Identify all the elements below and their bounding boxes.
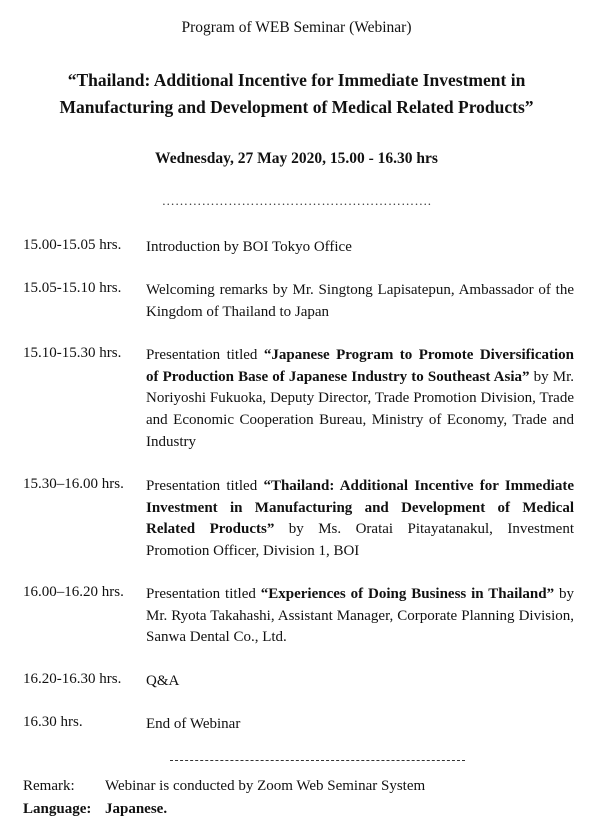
schedule-desc-5 — [146, 584, 574, 649]
schedule-time-4: 15.30–16.00 hrs. — [23, 476, 124, 492]
desc-text: Q&A — [146, 673, 180, 689]
language-label: Language: — [23, 801, 92, 817]
presentation-title: “Experiences of Doing Business in Thailand” — [260, 586, 555, 602]
desc-text: Presentation titled — [146, 586, 261, 602]
schedule-desc-2 — [146, 280, 574, 323]
desc-text: Presentation titled — [146, 478, 264, 494]
schedule-desc-3 — [146, 345, 574, 454]
desc-text: Welcoming remarks by Mr. Singtong Lapisatepun, Ambassador of the Kingdom of Thailand to Japan — [146, 282, 574, 320]
program-heading: Program of WEB Seminar (Webinar) — [181, 19, 412, 36]
desc-text: by Mr. Noriyoshi Fukuoka, Deputy Director, Trade Promotion Division, Trade and Economic Cooperation Bureau, Ministry of Economy, Trade and Industry — [146, 368, 574, 450]
language-text: Japanese. — [105, 801, 168, 817]
event-date: Wednesday, 27 May 2020, 15.00 - 16.30 hrs — [155, 150, 438, 167]
dotted-separator: ……………………………………………………. — [161, 193, 432, 208]
remark-label: Remark: — [23, 778, 75, 794]
schedule-time-3: 15.10-15.30 hrs. — [23, 345, 122, 361]
presentation-title: “Japanese Program to Promote Diversification of Production Base of Japanese Industry to Southeast Asia” — [146, 347, 574, 385]
remark-text: Webinar is conducted by Zoom Web Seminar System — [105, 778, 426, 794]
schedule-desc-7 — [146, 714, 574, 736]
desc-text: by Mr. Ryota Takahashi, Assistant Manager, Corporate Planning Division, Sanwa Dental Co., Ltd. — [146, 586, 575, 646]
schedule-time-6: 16.20-16.30 hrs. — [23, 671, 122, 687]
schedule-desc-4 — [146, 476, 574, 563]
dashed-divider — [170, 760, 465, 761]
schedule-time-1: 15.00-15.05 hrs. — [23, 237, 122, 253]
schedule-time-2: 15.05-15.10 hrs. — [23, 280, 122, 296]
schedule-desc-1 — [146, 237, 574, 259]
title-line-1: “Thailand: Additional Incentive for Immediate Investment in — [67, 70, 526, 90]
desc-text: by Ms. Oratai Pitayatanakul, Investment Promotion Officer, Division 1, BOI — [146, 521, 574, 560]
schedule-time-5: 16.00–16.20 hrs. — [23, 584, 124, 600]
desc-text: Presentation titled — [146, 347, 264, 363]
presentation-title: “Thailand: Additional Incentive for Immediate Investment in Manufacturing and Development of Medical Related Products” — [146, 478, 574, 538]
webinar-title — [0, 67, 593, 121]
desc-text: Introduction by BOI Tokyo Office — [146, 239, 352, 255]
schedule-time-7: 16.30 hrs. — [23, 714, 83, 730]
schedule-desc-6 — [146, 671, 574, 693]
desc-text: End of Webinar — [146, 716, 241, 732]
title-line-2: Manufacturing and Development of Medical Related Products” — [59, 97, 534, 117]
